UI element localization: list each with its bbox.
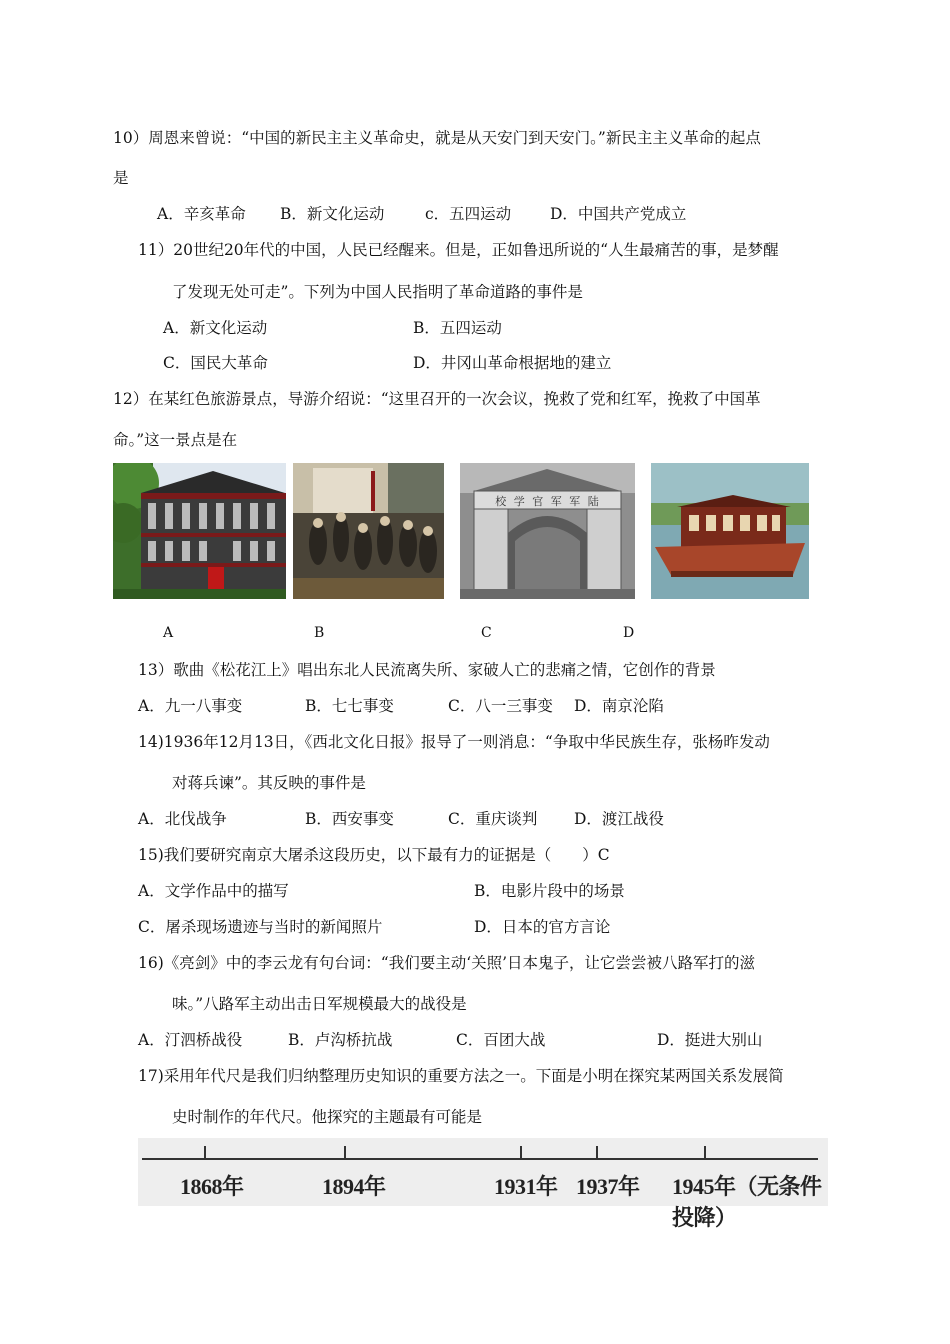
- q10-option-b: B．新文化运动: [280, 205, 385, 223]
- q15-option-c: C．屠杀现场遗迹与当时的新闻照片: [138, 918, 383, 936]
- timeline-label: 1931年: [494, 1174, 558, 1199]
- photo-b-painting: [293, 463, 444, 599]
- timeline-tick: [344, 1146, 346, 1160]
- q13-option-b: B．七七事变: [305, 697, 394, 715]
- q13-option-a: A．九一八事变: [138, 697, 243, 715]
- caption-c: C: [481, 625, 492, 641]
- q16-stem: 16)《亮剑》中的李云龙有句台词：“我们要主动‘关照’日本鬼子，让它尝尝被八路军打的滋: [138, 954, 756, 972]
- timeline-axis: [142, 1158, 818, 1160]
- q16-option-d: D．挺进大别山: [657, 1031, 763, 1049]
- timeline-label: 1894年: [322, 1174, 386, 1199]
- q11-option-b: B．五四运动: [413, 319, 502, 337]
- photo-d-boat: [651, 463, 809, 599]
- q11-option-d: D．井冈山革命根据地的建立: [413, 354, 612, 372]
- timeline-label: 1937年: [576, 1174, 640, 1199]
- q14-option-b: B．西安事变: [305, 810, 394, 828]
- q16-option-b: B．卢沟桥抗战: [288, 1031, 393, 1049]
- q12-stem-cont: 命。”这一景点是在: [113, 431, 238, 449]
- q11-stem-cont: 了发现无处可走”。下列为中国人民指明了革命道路的事件是: [172, 283, 583, 301]
- q15-option-b: B．电影片段中的场景: [474, 882, 625, 900]
- caption-d: D: [623, 625, 635, 641]
- q15-option-d: D．日本的官方言论: [474, 918, 611, 936]
- timeline-label: 1868年: [180, 1174, 244, 1199]
- photo-c-gate: [460, 463, 635, 599]
- q17-stem: 17)采用年代尺是我们归纳整理历史知识的重要方法之一。下面是小明在探究某两国关系发展简: [138, 1067, 784, 1085]
- q13-stem: 13）歌曲《松花江上》唱出东北人民流离失所、家破人亡的悲痛之情，它创作的背景: [138, 661, 716, 679]
- q15-option-a: A．文学作品中的描写: [138, 882, 289, 900]
- timeline-label: 1945年（无条件投降）: [672, 1174, 822, 1230]
- q11-stem: 11）20世纪20年代的中国，人民已经醒来。但是，正如鲁迅所说的“人生最痛苦的事，是梦醒: [138, 241, 779, 259]
- q15-stem: 15)我们要研究南京大屠杀这段历史，以下最有力的证据是（ ）C: [138, 846, 610, 864]
- q11-option-a: A．新文化运动: [163, 319, 268, 337]
- q10-stem: 10）周恩来曾说：“中国的新民主主义革命史，就是从天安门到天安门。”新民主主义革命的起点: [113, 129, 761, 147]
- q10-option-c: c．五四运动: [425, 205, 512, 223]
- q17-stem-cont: 史时制作的年代尺。他探究的主题最有可能是: [172, 1108, 483, 1126]
- q13-option-c: C．八一三事变: [448, 697, 553, 715]
- timeline-tick: [704, 1146, 706, 1160]
- q14-option-c: C．重庆谈判: [448, 810, 538, 828]
- q16-option-a: A．汀泗桥战役: [138, 1031, 243, 1049]
- timeline-tick: [596, 1146, 598, 1160]
- timeline-ruler: [138, 1138, 828, 1230]
- q12-stem: 12）在某红色旅游景点，导游介绍说：“这里召开的一次会议，挽救了党和红军，挽救了中国革: [113, 390, 761, 408]
- q16-stem-cont: 味。”八路军主动出击日军规模最大的战役是: [172, 995, 467, 1013]
- q14-stem-cont: 对蒋兵谏”。其反映的事件是: [172, 774, 366, 792]
- q13-option-d: D．南京沦陷: [574, 697, 664, 715]
- q14-option-a: A．北伐战争: [138, 810, 227, 828]
- q14-stem: 14)1936年12月13日，《西北文化日报》报导了一则消息：“争取中华民族生存，张杨昨发动: [138, 733, 770, 751]
- q10-stem-cont: 是: [113, 169, 129, 187]
- photo-a-building: [113, 463, 286, 599]
- q14-option-d: D．渡江战役: [574, 810, 664, 828]
- q16-option-c: C．百团大战: [456, 1031, 546, 1049]
- q11-option-c: C．国民大革命: [163, 354, 268, 372]
- timeline-tick: [520, 1146, 522, 1160]
- caption-a: A: [163, 625, 174, 641]
- q10-option-a: A．辛亥革命: [157, 205, 246, 223]
- caption-b: B: [314, 625, 325, 641]
- gate-inscription: 校 学 官 军 军 陆: [495, 495, 601, 508]
- timeline-tick: [204, 1146, 206, 1160]
- q10-option-d: D．中国共产党成立: [550, 205, 687, 223]
